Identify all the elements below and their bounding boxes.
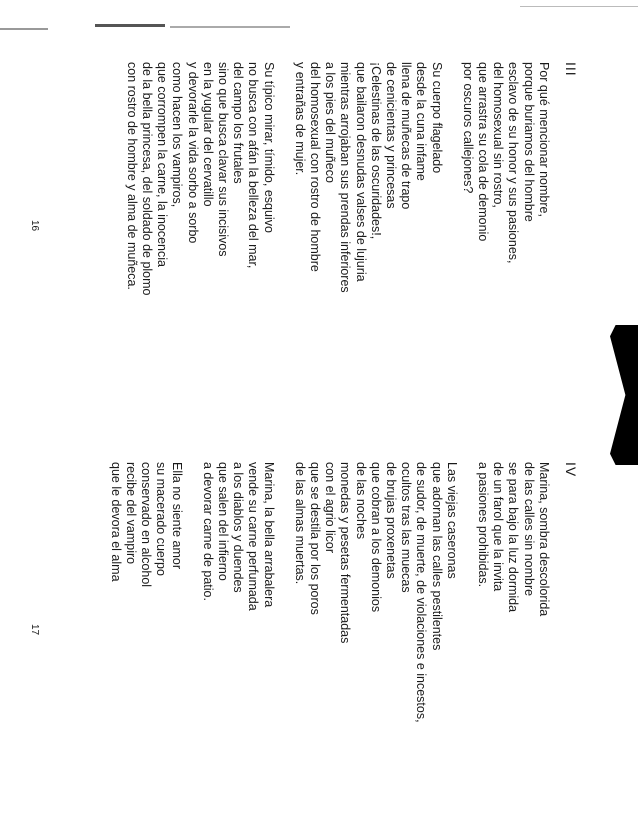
right-stanzas (108, 462, 551, 782)
verse-line: esclavo de su honor y sus pasiones, (506, 62, 521, 264)
verse-line: no busca con afán la belleza del mar, (246, 62, 261, 269)
stanza (292, 462, 459, 782)
verse-line: del homosexual con rostro de hombre (307, 62, 322, 272)
verse-line: Marina, la bella arrabalera (261, 462, 276, 608)
stanza (460, 62, 551, 412)
verse-line: y entrañas de mujer. (292, 62, 307, 176)
verse-line: a los pies del muñeco (323, 62, 338, 183)
verse-line: del homosexual sin rostro, (491, 62, 506, 208)
verse-line: Su cuerpo flagelado (429, 62, 444, 174)
verse-line: y devorarle la vida sorbo a sorbo (185, 62, 200, 244)
verse-line: Marina, sombra descolorida (536, 462, 551, 617)
verse-line: que bailaron desnudas valses de lujuria (353, 62, 368, 282)
verse-line: a los diablos y duendes (231, 462, 246, 593)
verse-line: del campo los frutales (231, 62, 246, 184)
verse-line: de sudor, de muerte, de violaciones e incestos, (414, 462, 429, 723)
verse-line: conservado en alcohol (139, 462, 154, 588)
verse-line: de un farol que la invita (491, 462, 506, 592)
verse-line: que corrompen la carne, la inocencia (155, 62, 170, 267)
verse-line: Su típico mirar, tímido, esquivo (261, 62, 276, 233)
left-page-column (108, 62, 578, 412)
section-number-iii: III (563, 62, 579, 77)
verse-line: por oscuros callejones? (460, 62, 475, 194)
verse-line: vende su carne perfumada (246, 462, 261, 611)
section-number-iv: IV (563, 462, 579, 478)
verse-line: sino que busca clavar sus incisivos (215, 62, 230, 257)
verse-line: llena de muñecas de trapo (399, 62, 414, 210)
verse-line: desde la cuna infame (414, 62, 429, 181)
verse-line: de cenicientas y princesas (383, 62, 398, 209)
verse-line: recibe del vampiro (123, 462, 138, 565)
verse-line: que salen del infierno (215, 462, 230, 581)
verse-line: ocultos tras las muecas (399, 462, 414, 593)
verse-line: ¡Celestinas de las oscuridades!, (368, 62, 383, 240)
verse-line: que arrastra su cola de demonio (475, 62, 490, 242)
verse-line: su macerado cuerpo (154, 462, 169, 576)
verse-line: que se destila por los poros (307, 462, 322, 615)
stanza (108, 462, 184, 782)
verse-line: de brujas proxenetas (383, 462, 398, 579)
verse-line: a pasiones prohibidas. (475, 462, 490, 588)
verse-line: de las almas muertas. (292, 462, 307, 585)
stanza (292, 62, 444, 412)
verse-line: Las viejas caseronas (444, 462, 459, 579)
verse-line: Por qué mencionar nombre, (536, 62, 551, 217)
stanza (200, 462, 276, 782)
left-stanzas (124, 62, 551, 412)
verse-line: que cobran a los demonios (368, 462, 383, 613)
verse-line: en la yugular del cervatillo (200, 62, 215, 207)
stanza (475, 462, 551, 782)
verse-line: a devorar carne de patio. (200, 462, 215, 601)
verse-line: como hacen los vampiros, (170, 62, 185, 208)
verse-line: porque buriamos del hombre (521, 62, 536, 222)
verse-line: de las noches (353, 462, 368, 540)
verse-line: con el agrio licor (323, 462, 338, 554)
right-page-column (92, 462, 578, 782)
verse-line: de la bella princesa, del soldado de plomo (139, 62, 154, 296)
verse-line: Ella no siente amor (169, 462, 184, 570)
stanza (124, 62, 276, 412)
verse-line: mientras arrojaban sus prendas inferiores (338, 62, 353, 293)
verse-line: con rostro de hombre y alma de muñeca. (124, 62, 139, 290)
verse-line: monedas y pesetas fermentadas (338, 462, 353, 644)
page-number-right: 17 (29, 624, 40, 636)
verse-line: que le devora el alma (108, 462, 123, 582)
verse-line: se para bajo la luz dormida (506, 462, 521, 613)
verse-line: de las calles sin nombre (521, 462, 536, 597)
verse-line: que adornan las calles pestilentes (429, 462, 444, 651)
page-number-left: 16 (29, 220, 40, 232)
